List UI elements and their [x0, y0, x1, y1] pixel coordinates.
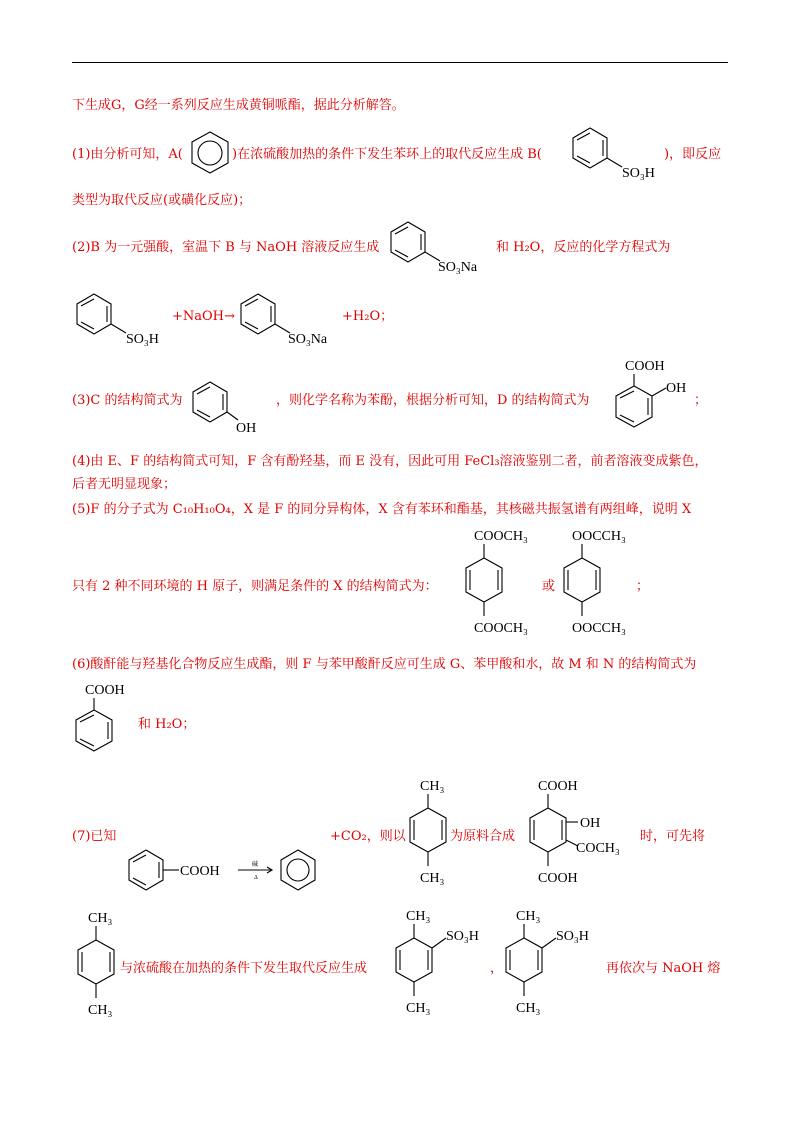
header-rule [72, 62, 728, 63]
salicylic-acid-structure [612, 352, 697, 442]
cooch3-label: COOCH₃ [474, 529, 528, 544]
ch3-label: CH₃ [516, 909, 541, 924]
oh-label: OH [580, 816, 601, 831]
text-line-14b: ， [490, 961, 504, 976]
cooh-label: COOH [180, 864, 220, 879]
decarboxylation-reaction [126, 848, 336, 894]
cooh-label: COOH [538, 779, 578, 794]
text-line-5a: +NaOH→ [172, 309, 235, 324]
text-line-8: 后者无明显现象； [72, 477, 177, 492]
text-line-4b: 和 H₂O，反应的化学方程式为 [496, 240, 671, 255]
text-line-13a: (7)已知 [72, 829, 117, 844]
so3h-label: SO₃H [556, 929, 589, 944]
text-line-5b: +H₂O； [342, 309, 394, 324]
text-line-11: (6)酸酐能与羟基化合物反应生成酯，则 F 与苯甲酸酐反应可生成 G、苯甲酸和水，故 M 和 N 的结构简式为 [72, 657, 697, 672]
so3h-label: SO₃H [622, 166, 655, 181]
arrow-condition-bottom: Δ [254, 875, 258, 881]
ch3-label: CH₃ [420, 779, 445, 794]
oh-label: OH [666, 381, 687, 396]
cooh-label: COOH [85, 683, 125, 698]
cooh-label: COOH [625, 359, 665, 374]
dimethyl-terephthalate-structure [460, 524, 552, 644]
text-line-13d: 时，可先将 [640, 829, 706, 844]
phenol-structure [190, 378, 270, 438]
text-line-14a: 与浓硫酸在加热的条件下发生取代反应生成 [120, 961, 368, 976]
ch3-label: CH₃ [88, 1003, 113, 1018]
so3na-label: SO₃Na [288, 332, 328, 347]
so3na-label: SO₃Na [438, 260, 478, 275]
benzene-structure-a [188, 128, 232, 178]
text-line-6c: ； [694, 393, 708, 408]
text-line-10a: 只有 2 种不同环境的 H 原子，则满足条件的 X 的结构简式为： [72, 579, 438, 594]
benzoic-acid-structure [72, 676, 142, 768]
so3h-label: SO₃H [126, 332, 159, 347]
equation-product-structure [238, 290, 343, 350]
text-line-10c: ； [636, 579, 650, 594]
oh-label: OH [236, 421, 257, 436]
arrow-condition-top: 碱 [252, 862, 259, 868]
text-line-12: 和 H₂O； [138, 717, 196, 732]
text-line-4a: (2)B 为一元强酸，室温下 B 与 NaOH 溶液反应生成 [72, 240, 380, 255]
text-line-7: (4)由 E、F 的结构简式可知，F 含有酚羟基，而 E 没有，因此可用 FeCl₃溶液鉴别二者，前者溶液变成紫色， [72, 454, 708, 469]
coch3-label: COCH₃ [576, 841, 620, 856]
xylenesulfonic-acid-structure-2 [500, 904, 610, 1024]
ch3-label: CH₃ [88, 911, 113, 926]
text-line-3: 类型为取代反应(或磺化反应)； [72, 193, 252, 208]
cooch3-label: COOCH₃ [474, 621, 528, 636]
text-line-10b: 或 [542, 579, 556, 594]
text-line-2b: )在浓硫酸加热的条件下发生苯环上的取代反应生成 B( [232, 147, 542, 162]
text-line-1: 下生成G，G经一系列反应生成黄铜哌酯，据此分析解答。 [72, 98, 405, 113]
ch3-label: CH₃ [406, 1001, 431, 1016]
text-line-13b: +CO₂，则以 [330, 829, 406, 844]
equation-reactant-structure [74, 290, 174, 350]
xylenesulfonic-acid-structure-1 [390, 904, 500, 1024]
text-line-6b: ，则化学名称为苯酚，根据分析可知，D 的结构简式为 [276, 393, 590, 408]
so3h-label: SO₃H [446, 929, 479, 944]
text-line-14c: 再依次与 NaOH 熔 [606, 961, 721, 976]
text-line-2c: )，即反应 [664, 147, 722, 162]
ch3-label: CH₃ [406, 909, 431, 924]
benzenesulfonic-acid-structure [570, 124, 670, 184]
oocch3-label: OOCCH₃ [572, 529, 626, 544]
sodium-benzenesulfonate-structure [388, 218, 493, 278]
text-line-9: (5)F 的分子式为 C₁₀H₁₀O₄，X 是 F 的同分异构体，X 含有苯环和酯基，其核磁共振氢谱有两组峰，说明 X [72, 502, 692, 517]
ch3-label: CH₃ [516, 1001, 541, 1016]
ch3-label: CH₃ [420, 871, 445, 886]
text-line-2a: (1)由分析可知，A( [72, 147, 183, 162]
cooh-label: COOH [538, 871, 578, 886]
oocch3-label: OOCCH₃ [572, 621, 626, 636]
text-line-13c: 为原料合成 [450, 829, 516, 844]
text-line-6a: (3)C 的结构简式为 [72, 393, 183, 408]
